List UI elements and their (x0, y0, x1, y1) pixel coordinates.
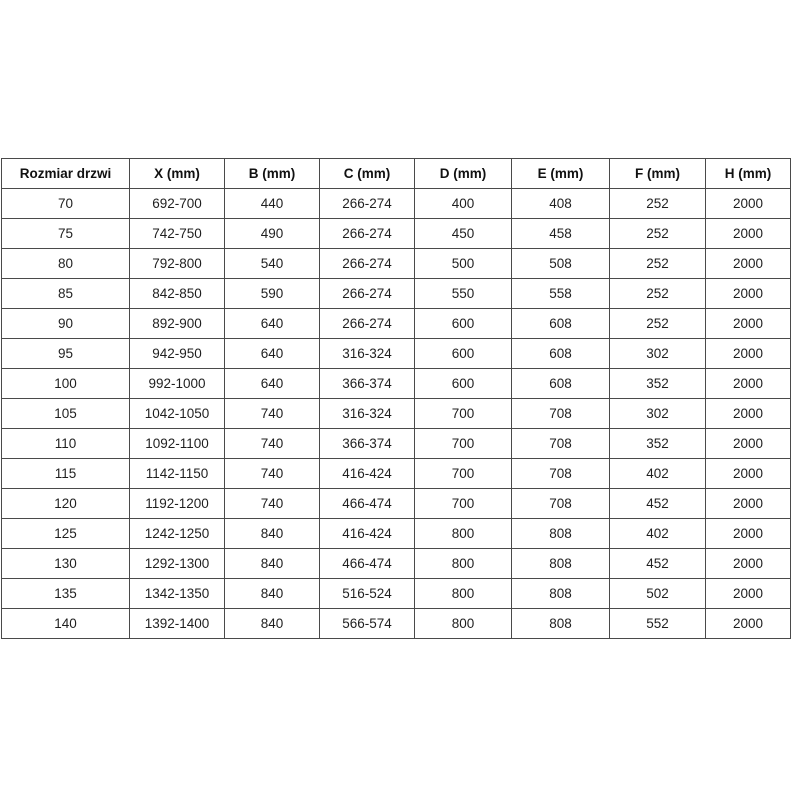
dimension-cell: 942-950 (130, 339, 225, 369)
dimension-cell: 2000 (706, 609, 791, 639)
dimension-cell: 302 (610, 339, 706, 369)
dimension-cell: 558 (512, 279, 610, 309)
dimension-cell: 700 (415, 429, 512, 459)
door-size-cell: 70 (2, 189, 130, 219)
dimension-cell: 266-274 (320, 309, 415, 339)
door-size-cell: 135 (2, 579, 130, 609)
dimension-cell: 2000 (706, 309, 791, 339)
dimension-cell: 566-574 (320, 609, 415, 639)
dimension-cell: 2000 (706, 579, 791, 609)
column-header: B (mm) (225, 159, 320, 189)
dimension-cell: 640 (225, 309, 320, 339)
dimension-cell: 1342-1350 (130, 579, 225, 609)
door-size-cell: 105 (2, 399, 130, 429)
dimension-cell: 252 (610, 219, 706, 249)
dimension-cell: 416-424 (320, 459, 415, 489)
door-size-cell: 90 (2, 309, 130, 339)
dimension-cell: 302 (610, 399, 706, 429)
dimension-cell: 402 (610, 519, 706, 549)
table-row (2, 369, 791, 399)
dimension-cell: 808 (512, 519, 610, 549)
dimension-cell: 800 (415, 579, 512, 609)
dimension-cell: 440 (225, 189, 320, 219)
dimension-cell: 252 (610, 279, 706, 309)
table-row (2, 219, 791, 249)
column-header: X (mm) (130, 159, 225, 189)
dimension-cell: 540 (225, 249, 320, 279)
dimension-cell: 800 (415, 609, 512, 639)
dimension-cell: 792-800 (130, 249, 225, 279)
door-size-cell: 80 (2, 249, 130, 279)
dimension-cell: 1042-1050 (130, 399, 225, 429)
dimension-cell: 692-700 (130, 189, 225, 219)
dimension-cell: 266-274 (320, 249, 415, 279)
dimension-cell: 590 (225, 279, 320, 309)
table-row (2, 249, 791, 279)
dimension-cell: 2000 (706, 189, 791, 219)
dimension-cell: 252 (610, 309, 706, 339)
dimension-cell: 466-474 (320, 549, 415, 579)
dimension-cell: 452 (610, 489, 706, 519)
table-row (2, 429, 791, 459)
dimension-cell: 1242-1250 (130, 519, 225, 549)
dimension-cell: 2000 (706, 399, 791, 429)
dimension-cell: 808 (512, 549, 610, 579)
table-row (2, 519, 791, 549)
dimension-cell: 608 (512, 369, 610, 399)
dimension-cell: 740 (225, 399, 320, 429)
dimension-cell: 2000 (706, 279, 791, 309)
dimension-cell: 2000 (706, 459, 791, 489)
dimension-cell: 466-474 (320, 489, 415, 519)
dimension-cell: 892-900 (130, 309, 225, 339)
dimension-cell: 252 (610, 249, 706, 279)
dimension-cell: 366-374 (320, 429, 415, 459)
dimension-cell: 552 (610, 609, 706, 639)
dimension-cell: 640 (225, 369, 320, 399)
column-header: D (mm) (415, 159, 512, 189)
dimension-cell: 508 (512, 249, 610, 279)
dimension-cell: 842-850 (130, 279, 225, 309)
dimension-cell: 550 (415, 279, 512, 309)
dimension-cell: 2000 (706, 219, 791, 249)
door-size-cell: 120 (2, 489, 130, 519)
dimension-cell: 700 (415, 399, 512, 429)
dimension-cell: 600 (415, 369, 512, 399)
dimension-cell: 352 (610, 369, 706, 399)
dimension-cell: 640 (225, 339, 320, 369)
dimension-cell: 708 (512, 399, 610, 429)
dimension-cell: 1142-1150 (130, 459, 225, 489)
column-header: F (mm) (610, 159, 706, 189)
dimension-cell: 252 (610, 189, 706, 219)
dimension-cell: 800 (415, 549, 512, 579)
dimension-cell: 402 (610, 459, 706, 489)
table-row (2, 609, 791, 639)
table-row (2, 399, 791, 429)
dimension-cell: 502 (610, 579, 706, 609)
dimension-cell: 1092-1100 (130, 429, 225, 459)
table-row (2, 579, 791, 609)
dimension-cell: 840 (225, 609, 320, 639)
dimension-cell: 708 (512, 489, 610, 519)
column-header: C (mm) (320, 159, 415, 189)
dimension-cell: 316-324 (320, 399, 415, 429)
dimension-cell: 266-274 (320, 219, 415, 249)
dimension-cell: 700 (415, 489, 512, 519)
table-row (2, 309, 791, 339)
dimension-cell: 2000 (706, 339, 791, 369)
dimension-cell: 800 (415, 519, 512, 549)
door-size-cell: 85 (2, 279, 130, 309)
dimension-cell: 2000 (706, 549, 791, 579)
door-size-cell: 100 (2, 369, 130, 399)
dimension-cell: 1192-1200 (130, 489, 225, 519)
dimension-cell: 408 (512, 189, 610, 219)
dimension-cell: 2000 (706, 489, 791, 519)
table-row (2, 189, 791, 219)
door-size-cell: 140 (2, 609, 130, 639)
column-header: E (mm) (512, 159, 610, 189)
dimension-cell: 500 (415, 249, 512, 279)
dimension-cell: 708 (512, 429, 610, 459)
dimension-cell: 416-424 (320, 519, 415, 549)
header-row (2, 159, 791, 189)
column-header: H (mm) (706, 159, 791, 189)
dimension-cell: 516-524 (320, 579, 415, 609)
door-size-cell: 110 (2, 429, 130, 459)
dimension-cell: 266-274 (320, 279, 415, 309)
dimension-cell: 740 (225, 489, 320, 519)
dimension-cell: 452 (610, 549, 706, 579)
dimension-cell: 808 (512, 579, 610, 609)
door-size-cell: 125 (2, 519, 130, 549)
dimension-cell: 600 (415, 309, 512, 339)
dimension-cell: 608 (512, 339, 610, 369)
dimension-cell: 740 (225, 429, 320, 459)
dimension-cell: 458 (512, 219, 610, 249)
dimension-cell: 840 (225, 519, 320, 549)
dimension-cell: 1392-1400 (130, 609, 225, 639)
door-size-cell: 75 (2, 219, 130, 249)
dimension-cell: 2000 (706, 519, 791, 549)
dimension-cell: 742-750 (130, 219, 225, 249)
table-row (2, 339, 791, 369)
dimension-cell: 450 (415, 219, 512, 249)
dimension-cell: 400 (415, 189, 512, 219)
dimension-cell: 700 (415, 459, 512, 489)
dimension-cell: 840 (225, 579, 320, 609)
dimension-cell: 840 (225, 549, 320, 579)
dimension-cell: 352 (610, 429, 706, 459)
door-size-table (1, 158, 791, 639)
dimension-cell: 808 (512, 609, 610, 639)
dimension-cell: 490 (225, 219, 320, 249)
table-row (2, 549, 791, 579)
door-size-cell: 95 (2, 339, 130, 369)
dimension-cell: 600 (415, 339, 512, 369)
dimension-cell: 2000 (706, 369, 791, 399)
door-size-cell: 130 (2, 549, 130, 579)
dimension-cell: 740 (225, 459, 320, 489)
table-row (2, 279, 791, 309)
door-size-cell: 115 (2, 459, 130, 489)
dimension-cell: 266-274 (320, 189, 415, 219)
dimension-cell: 992-1000 (130, 369, 225, 399)
dimension-cell: 1292-1300 (130, 549, 225, 579)
table-row (2, 489, 791, 519)
table-row (2, 459, 791, 489)
dimension-cell: 2000 (706, 249, 791, 279)
column-header: Rozmiar drzwi (2, 159, 130, 189)
dimension-cell: 2000 (706, 429, 791, 459)
dimension-cell: 608 (512, 309, 610, 339)
dimension-cell: 316-324 (320, 339, 415, 369)
dimension-cell: 708 (512, 459, 610, 489)
dimension-cell: 366-374 (320, 369, 415, 399)
